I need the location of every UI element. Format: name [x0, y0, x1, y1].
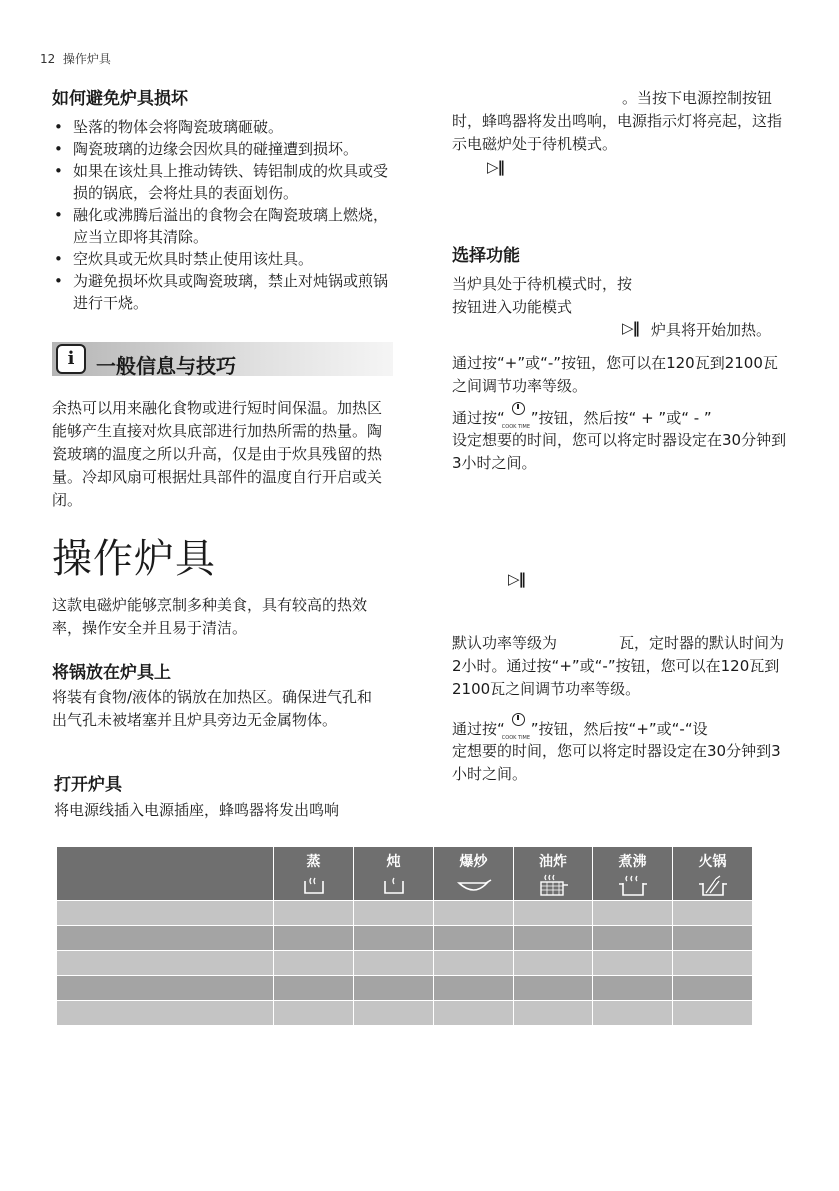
table-header-row	[57, 847, 753, 901]
steam-icon	[299, 873, 329, 897]
hotpot-icon	[696, 873, 730, 899]
select-function-line1: 当炉具处于待机模式时，按	[452, 275, 633, 293]
select-function-title: 选择功能	[452, 246, 520, 266]
default-text: 瓦，定时器的默认时间为2小时。通过按“+”或“-”按钮，您可以在120瓦到2100瓦之间调节功率等级。	[452, 634, 785, 698]
header-section: 操作炉具	[62, 52, 111, 66]
deep-fry-icon	[536, 873, 570, 899]
function-stir-fry: 爆炒	[434, 847, 514, 901]
select-function-line2: 按钮进入功能模式	[452, 298, 573, 316]
timer2-text: 定想要的时间，您可以将定时器设定在30分钟到3小时之间。	[452, 742, 781, 783]
function-boil: 煮沸	[593, 847, 673, 901]
list-item: • 空炊具或无炊具时禁止使用该灶具。	[52, 248, 392, 270]
turn-on-text: 将电源线插入电源插座，蜂鸣器将发出鸣响	[54, 801, 340, 819]
page-number: 12	[40, 52, 56, 66]
function-stew: 炖	[354, 847, 434, 901]
timer2-middle: ”按钮，然后按“+”或“-“设	[530, 720, 708, 738]
avoid-damage-title: 如何避免炉具损坏	[52, 89, 188, 109]
function-table	[56, 846, 753, 1026]
operate-intro: 这款电磁炉能够烹制多种美食，具有较高的热效率，操作安全并且易于清洁。	[52, 596, 368, 637]
table-row	[57, 901, 753, 926]
list-item: • 为避免损坏炊具或陶瓷玻璃，禁止对炖锅或煎锅进行干烧。	[52, 270, 392, 314]
operate-title: 操作炉具	[52, 536, 216, 582]
table-row	[57, 926, 753, 951]
cook-time-icon: COOK TIME	[505, 406, 531, 426]
function-hotpot: 火锅	[673, 847, 753, 901]
list-item: • 坠落的物体会将陶瓷玻璃砸破。	[52, 116, 392, 138]
start-pause-icon: ▷‖	[622, 319, 640, 337]
timer-text: 设定想要的时间，您可以将定时器设定在30分钟到3小时之间。	[452, 431, 787, 472]
cook-time-icon: COOK TIME	[505, 717, 531, 737]
info-text: 余热可以用来融化食物或进行短时间保温。加热区能够产生直接对炊具底部进行加热所需的热量。陶瓷玻璃的温度之所以升高，仅是由于炊具残留的热量。冷却风扇可根据灶具部件的温度自行开启或关闭。	[52, 399, 383, 509]
stew-icon	[379, 873, 409, 897]
table-row	[57, 951, 753, 976]
timer2-paragraph	[452, 717, 797, 741]
timer2-prefix: 通过按“	[452, 720, 505, 738]
page-header	[40, 50, 111, 67]
info-icon: i	[56, 344, 86, 374]
start-pause-icon: ▷‖	[508, 570, 526, 588]
turn-on-text-continued: 。当按下电源控制按钮时，蜂鸣器将发出鸣响，电源指示灯将亮起，这指示电磁炉处于待机模式。	[452, 89, 783, 153]
power-text: 通过按“+”或“-”按钮，您可以在120瓦到2100瓦之间调节功率等级。	[452, 354, 778, 395]
stir-fry-icon	[456, 873, 492, 897]
place-pan-title: 将锅放在炉具上	[52, 663, 171, 683]
table-row	[57, 1001, 753, 1026]
avoid-damage-list	[52, 116, 392, 314]
boil-icon	[616, 873, 650, 899]
list-item: • 陶瓷玻璃的边缘会因炊具的碰撞遭到损坏。	[52, 138, 392, 160]
timer-paragraph	[452, 406, 797, 430]
list-item: • 融化或沸腾后溢出的食物会在陶瓷玻璃上燃烧，应当立即将其清除。	[52, 204, 392, 248]
function-steam: 蒸	[274, 847, 354, 901]
default-label: 默认功率等级为	[452, 634, 558, 652]
table-row	[57, 976, 753, 1001]
place-pan-text: 将装有食物/液体的锅放在加热区。确保进气孔和出气孔未被堵塞并且炉具旁边无金属物体。	[52, 688, 373, 729]
timer-prefix: 通过按“	[452, 409, 505, 427]
timer-middle: ”按钮，然后按“ + ”或“ - ”	[530, 409, 712, 427]
start-pause-icon: ▷‖	[487, 158, 505, 176]
list-item: • 如果在该灶具上推动铸铁、铸铝制成的炊具或受损的锅底，会将灶具的表面划伤。	[52, 160, 392, 204]
function-deep-fry: 油炸	[514, 847, 593, 901]
turn-on-title: 打开炉具	[54, 775, 122, 795]
info-title: 一般信息与技巧	[96, 354, 236, 378]
select-function-line3: 炉具将开始加热。	[651, 321, 772, 339]
